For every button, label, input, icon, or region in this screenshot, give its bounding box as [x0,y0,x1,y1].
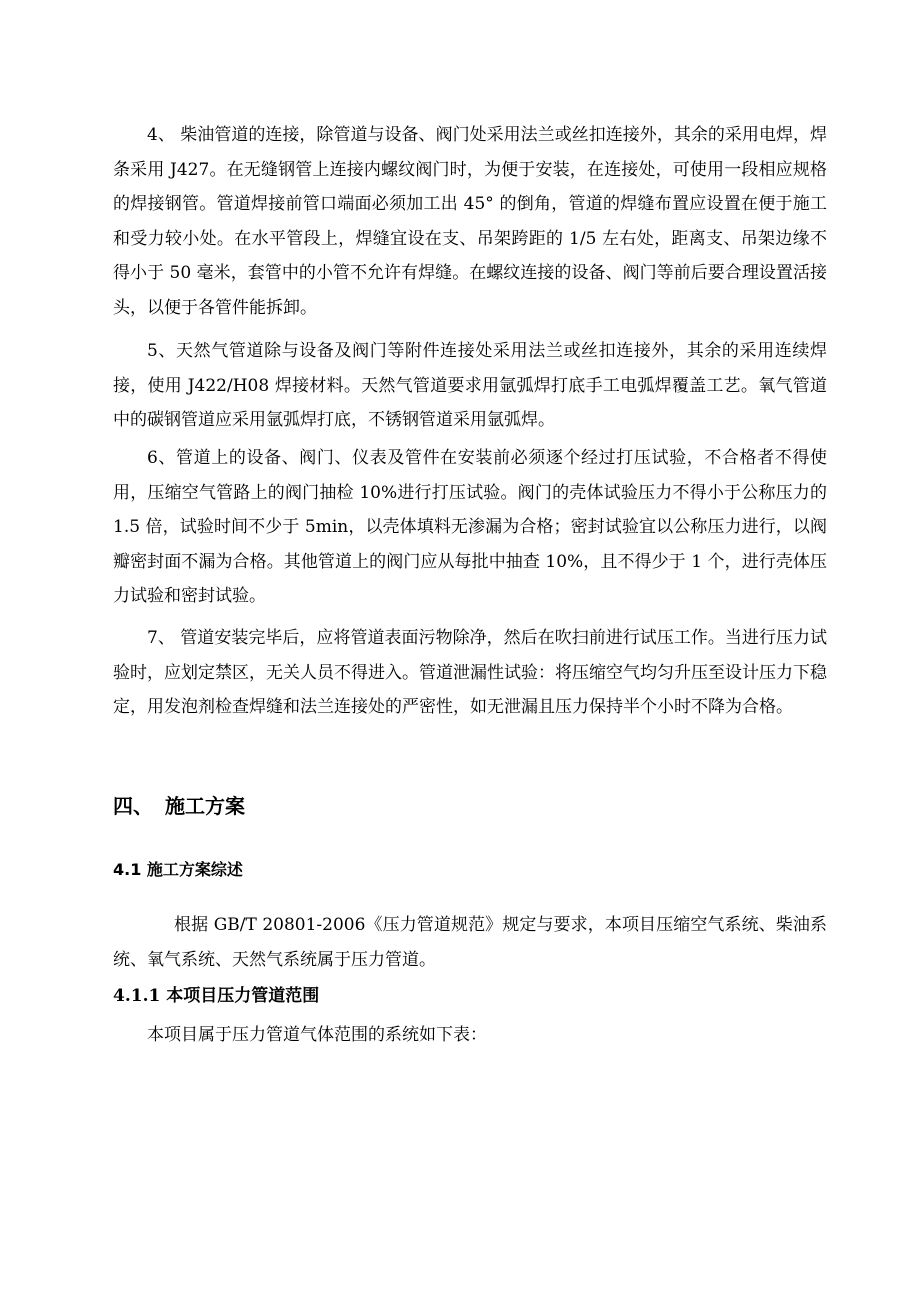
paragraph-diesel-pipe-connection: 4、 柴油管道的连接，除管道与设备、阀门处采用法兰或丝扣连接外，其余的采用电焊，焊条采用 J427。在无缝钢管上连接内螺纹阀门时，为便于安装，在连接处，可使用一段相应规格的焊接钢管。管道焊接前管口端面必须加工出 45° 的倒角，管道的焊缝布置应设置在便于施工和受力较小处。在水平管段上，焊缝宜设在支、吊架跨距的 1/5 左右处，距离支、吊架边缘不得小于 50 毫米，套管中的小管不允许有焊缝。在螺纹连接的设备、阀门等前后要合理设置活接头，以便于各管件能拆卸。 [113,125,827,318]
paragraph-natural-gas-welding: 5、天然气管道除与设备及阀门等附件连接处采用法兰或丝扣连接外，其余的采用连续焊接，使用 J422/H08 焊接材料。天然气管道要求用氩弧焊打底手工电弧焊覆盖工艺。氧气管道中的碳钢管道应采用氩弧焊打底，不锈钢管道采用氩弧焊。 [113,341,827,430]
paragraph-pressure-test-procedure: 7、 管道安装完毕后，应将管道表面污物除净，然后在吹扫前进行试压工作。当进行压力试验时，应划定禁区，无关人员不得进入。管道泄漏性试验：将压缩空气均匀升压至设计压力下稳定，用发泡剂检查焊缝和法兰连接处的严密性，如无泄漏且压力保持半个小时不降为合格。 [113,628,827,717]
subsubsection-heading: 4.1.1 本项目压力管道范围 [113,986,320,1006]
subsection-intro-paragraph: 根据 GB/T 20801-2006《压力管道规范》规定与要求，本项目压缩空气系统、柴油系统、氧气系统、天然气系统属于压力管道。 [113,915,827,970]
subsection-heading: 4.1 施工方案综述 [113,860,243,879]
subsubsection-text: 本项目属于压力管道气体范围的系统如下表： [147,1025,487,1045]
section-heading [113,790,245,819]
section-title: 施工方案 [165,794,245,818]
paragraph-valve-pressure-test: 6、管道上的设备、阀门、仪表及管件在安装前必须逐个经过打压试验，不合格者不得使用，压缩空气管路上的阀门抽检 10%进行打压试验。阀门的壳体试验压力不得小于公称压力的 1.5 倍，试验时间不少于 5min，以壳体填料无渗漏为合格；密封试验宜以公称压力进行，以阀瓣密封面不漏为合格。其他管道上的阀门应从每批中抽查 10%，且不得少于 1 个，进行壳体压力试验和密封试验。 [113,448,827,606]
section-number: 四、 [113,794,153,818]
